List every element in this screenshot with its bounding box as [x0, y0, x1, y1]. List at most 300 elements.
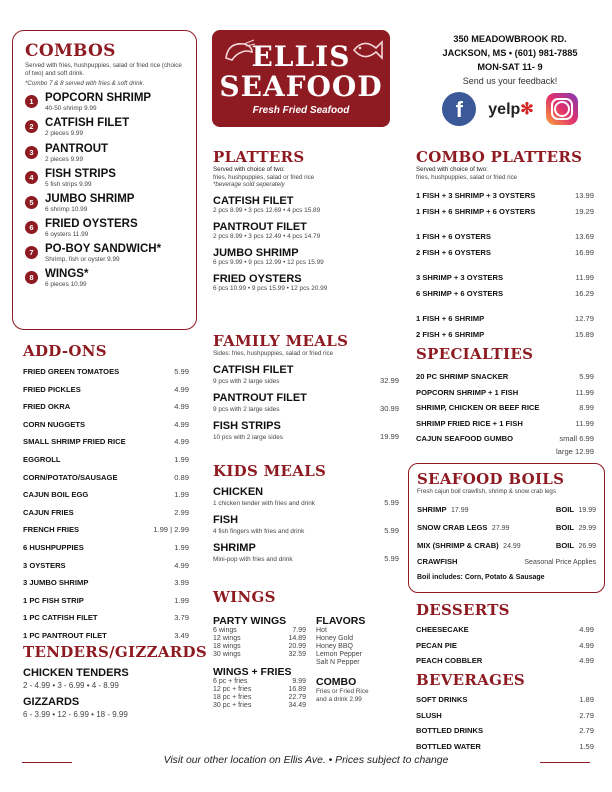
desserts-section: [416, 601, 594, 669]
platter-name: JUMBO SHRIMP: [213, 246, 299, 259]
footer-text: Visit our other location on Ellis Ave. • Prices subject to change: [163, 755, 449, 766]
flavor-item: Lemon Pepper: [316, 651, 362, 658]
beverage-price: 1.59: [579, 741, 594, 751]
boil-item-right: [556, 500, 596, 518]
gumbo-large-price: large 12.99: [556, 446, 594, 456]
beverage-row: [416, 723, 594, 739]
platters-section: [213, 148, 399, 293]
beverage-name: BOTTLED DRINKS: [416, 726, 484, 736]
wings-fries-label: 6 pc + fries: [213, 678, 248, 685]
addon-price: 3.79: [174, 613, 189, 623]
boil-label: BOIL: [555, 522, 575, 532]
boil-item-left: [417, 536, 521, 554]
specialty-name: POPCORN SHRIMP + 1 FISH: [416, 387, 519, 397]
addon-row: [23, 592, 189, 610]
kids-meal-price: 5.99: [384, 526, 399, 535]
platters-description-sides: fries, hushpuppies, salad or fried rice: [213, 173, 315, 181]
boil-item-price: 24.99: [503, 542, 521, 550]
combo-item: [25, 92, 186, 113]
combo-number-badge: 2: [25, 120, 38, 133]
yelp-icon[interactable]: yelp✻: [488, 101, 534, 118]
boil-item-name: SNOW CRAB LEGS: [417, 522, 488, 532]
family-meal-price: 30.99: [379, 403, 399, 413]
addon-row: [23, 433, 189, 451]
combo-platter-price: 12.79: [574, 314, 594, 324]
family-meal-row: [213, 432, 399, 442]
family-meal-item: [213, 364, 399, 386]
combo-number-badge: 3: [25, 146, 38, 159]
specialty-row: [416, 431, 594, 447]
combo-item-name: POPCORN SHRIMP: [45, 92, 152, 105]
combo-item-name: CATFISH FILET: [45, 117, 130, 130]
boil-price: 26.99: [578, 542, 596, 550]
shrimp-icon: [222, 38, 256, 64]
specialty-row: [416, 400, 594, 416]
dessert-name: PECAN PIE: [416, 640, 457, 650]
platters-list: [213, 195, 399, 293]
beverage-name: BOTTLED WATER: [416, 741, 481, 751]
hours: MON-SAT 11- 9: [477, 62, 543, 72]
beverages-list: [416, 692, 594, 754]
combo-number-badge: 8: [25, 271, 38, 284]
wings-fries-price: 9.99: [292, 678, 306, 685]
combo-platter-price: 13.69: [574, 232, 594, 242]
family-meals-list: [213, 364, 399, 442]
combo-platters-description-sides: fries, hushpuppies, salad or fried rice: [416, 173, 518, 181]
combo-platter-price: 11.99: [575, 273, 594, 283]
kids-meal-row: [213, 526, 399, 536]
seafood-boils-list: [417, 500, 596, 554]
wings-title: WINGS: [213, 588, 276, 606]
boil-row: [417, 518, 596, 536]
wings-fries-row: [213, 686, 306, 694]
addon-row: [23, 539, 189, 557]
boil-item-name: SHRIMP: [417, 504, 447, 514]
seafood-boils-title: SEAFOOD BOILS: [417, 470, 565, 488]
kids-meal-name: CHICKEN: [213, 486, 264, 498]
combo-platter-row: [416, 270, 594, 286]
platter-name: PANTROUT FILET: [213, 220, 307, 233]
combo-item-desc: Shrimp, fish or oyster 9.99: [45, 255, 120, 263]
addon-name: FRIED GREEN TOMATOES: [23, 367, 120, 376]
combo-platters-list: [416, 188, 594, 343]
addon-price: 4.99: [174, 419, 189, 429]
addon-row: [23, 521, 189, 539]
kids-meal-desc: 1 chicken tender with fries and drink: [213, 500, 315, 507]
desserts-list: [416, 622, 594, 669]
flavor-item: Honey BBQ: [316, 643, 353, 650]
addon-name: 1 PC FISH STRIP: [23, 595, 84, 605]
party-wings-price: 7.99: [292, 627, 306, 634]
beverage-row: [416, 692, 594, 708]
family-meal-name: FISH STRIPS: [213, 419, 281, 432]
party-wings-label: 6 wings: [213, 627, 237, 634]
beverage-name: SLUSH: [416, 710, 442, 720]
specialties-title: SPECIALTIES: [416, 345, 534, 363]
wings-fries-row: [213, 694, 306, 702]
combo-platter-name: 2 FISH + 6 SHRIMP: [416, 330, 485, 340]
boil-row: [417, 500, 596, 518]
combo-item-desc: 2 pieces 9.99: [45, 155, 84, 163]
wings-combo-line2: and a drink 2.99: [316, 696, 362, 703]
addon-price: 1.99: [174, 490, 189, 500]
addon-price: 4.99: [174, 402, 189, 412]
party-wings-row: [213, 643, 306, 651]
flavor-item: Salt N Pepper: [316, 659, 360, 666]
specialty-name: SHRIMP, CHICKEN OR BEEF RICE: [416, 403, 540, 413]
combo-item-name: PANTROUT: [45, 142, 109, 155]
party-wings-price: 14.89: [288, 635, 306, 642]
specialty-price: 5.99: [579, 372, 594, 381]
addon-price: 4.99: [174, 437, 189, 447]
combo-item-name: JUMBO SHRIMP: [45, 192, 135, 205]
specialties-list: [416, 369, 594, 447]
combo-number-badge: 4: [25, 171, 38, 184]
combo-item-name: FISH STRIPS: [45, 167, 116, 180]
beverage-row: [416, 739, 594, 755]
family-meal-price: 32.99: [379, 375, 399, 385]
boil-item-price: 27.99: [491, 524, 510, 532]
desserts-title: DESSERTS: [416, 601, 510, 619]
party-wings-row: [213, 627, 306, 635]
combo-platter-price: 16.29: [574, 289, 594, 299]
combo-platter-row: [416, 229, 594, 245]
kids-meals-list: [213, 486, 399, 564]
combo-platter-price: 16.99: [574, 248, 594, 258]
combo-platter-name: 1 FISH + 6 OYSTERS: [416, 232, 491, 242]
beverage-name: SOFT DRINKS: [416, 695, 468, 704]
boil-label: BOIL: [555, 504, 575, 514]
beverage-price: 2.79: [579, 726, 594, 736]
wings-fries-title: WINGS + FRIES: [213, 666, 292, 678]
combo-item-desc: 6 pieces 10.99: [45, 281, 87, 289]
kids-meal-item: [213, 542, 399, 564]
addon-row: [23, 609, 189, 627]
kids-meal-desc: Mini-pop with fries and drink: [213, 556, 293, 563]
logo-line2: SEAFOOD: [219, 70, 383, 103]
family-meal-item: [213, 420, 399, 442]
party-wings-row: [213, 635, 306, 643]
dessert-row: [416, 638, 594, 654]
addon-name: 6 HUSHPUPPIES: [23, 542, 84, 552]
addons-list: [23, 363, 189, 645]
logo-tagline: Fresh Fried Seafood: [252, 105, 350, 116]
combo-platter-name: 3 SHRIMP + 3 OYSTERS: [416, 273, 504, 283]
combo-platter-name: 1 FISH + 3 SHRIMP + 3 OYSTERS: [416, 191, 536, 201]
beverage-price: 2.79: [579, 710, 594, 720]
addon-name: 3 JUMBO SHRIMP: [23, 578, 89, 588]
combo-number-badge: 1: [25, 95, 38, 108]
family-meal-row: [213, 376, 399, 386]
combo-platter-row: [416, 204, 594, 220]
addon-name: CORN/POTATO/SAUSAGE: [23, 472, 118, 482]
family-meal-price: 19.99: [379, 431, 399, 441]
specialty-price: 11.99: [575, 418, 594, 428]
addon-name: FRIED OKRA: [23, 402, 71, 412]
combo-number-badge: 7: [25, 246, 38, 259]
specialty-name: 20 PC SHRIMP SNACKER: [416, 372, 509, 381]
combos-box: [12, 30, 197, 330]
wings-fries-list: [213, 678, 306, 710]
combo-platter-row: [416, 286, 594, 302]
wings-combo-line1: Fries or Fried Rice: [316, 688, 369, 695]
dessert-name: CHEESECAKE: [416, 625, 469, 634]
restaurant-logo: [212, 30, 390, 127]
seafood-boils-box: [408, 463, 605, 593]
addon-price: 3.49: [174, 630, 189, 640]
combo-item: [25, 193, 186, 214]
kids-meal-item: [213, 486, 399, 508]
specialty-row: [416, 385, 594, 401]
platters-note: *beverage sold seperately: [213, 181, 285, 189]
family-meal-row: [213, 404, 399, 414]
addon-row: [23, 469, 189, 487]
addons-section: [23, 342, 189, 645]
dessert-price: 4.99: [579, 625, 594, 634]
combo-platter-price: 15.89: [574, 330, 594, 340]
platter-name: CATFISH FILET: [213, 194, 294, 207]
combo-item-desc: 6 oysters 11.99: [45, 230, 89, 238]
combo-platter-row: [416, 188, 594, 204]
party-wings-price: 20.99: [288, 643, 306, 650]
wings-section: [213, 588, 399, 710]
beverages-title: BEVERAGES: [416, 671, 526, 689]
addon-name: 3 OYSTERS: [23, 560, 66, 570]
addon-name: 1 PC CATFISH FILET: [23, 613, 98, 623]
kids-meal-name: SHRIMP: [213, 542, 256, 554]
combo-item-desc: 2 pieces 9.99: [45, 130, 84, 138]
addon-name: 1 PC PANTROUT FILET: [23, 630, 107, 640]
addon-price: 1.99: [174, 454, 189, 464]
platters-title: PLATTERS: [213, 148, 305, 166]
platter-item: [213, 221, 399, 241]
wings-fries-price: 22.79: [288, 694, 306, 701]
gizzards-name: GIZZARDS: [23, 696, 80, 708]
boil-price: 19.99: [578, 506, 596, 514]
addon-price: 4.99: [174, 560, 189, 570]
contact-info: [410, 32, 610, 126]
platter-prices: 6 pcs 9.99 • 9 pcs 12.99 • 12 pcs 15.99: [213, 258, 324, 266]
kids-meals-section: [213, 462, 399, 564]
addons-title: ADD-ONS: [23, 342, 107, 360]
combo-item-desc: 40-50 shrimp 9.99: [45, 105, 97, 113]
logo-line1: ELLIS: [251, 40, 351, 73]
wings-fries-price: 16.89: [288, 686, 306, 693]
boil-item-right: [556, 536, 596, 554]
flavor-item: Honey Gold: [316, 635, 353, 642]
platter-item: [213, 247, 399, 267]
addon-row: [23, 416, 189, 434]
platter-name: FRIED OYSTERS: [213, 272, 302, 285]
address: 350 MEADOWBROOK RD.: [453, 34, 567, 44]
family-meal-name: CATFISH FILET: [213, 363, 294, 376]
combo-item: [25, 243, 186, 264]
combo-platter-price: 13.99: [574, 191, 594, 201]
beverage-row: [416, 708, 594, 724]
boil-item-left: [417, 500, 469, 518]
gizzards-prices: 6 - 3.99 • 12 - 6.99 • 18 - 9.99: [23, 710, 128, 719]
boil-item-name: MIX (SHRIMP & CRAB): [417, 540, 499, 550]
family-meals-description: Sides: fries, hushpuppies, salad or fried rice: [213, 350, 334, 357]
addon-price: 0.89: [174, 472, 189, 482]
addon-row: [23, 451, 189, 469]
tenders-section: [23, 643, 207, 719]
party-wings-list: [213, 627, 306, 659]
specialty-price: 8.99: [579, 403, 594, 413]
addon-name: FRIED PICKLES: [23, 384, 81, 394]
combo-item-name: PO-BOY SANDWICH*: [45, 242, 162, 255]
addon-price: 1.99 | 2.99: [153, 525, 189, 535]
specialty-row: [416, 369, 594, 385]
family-meal-desc: 10 pcs with 2 large sides: [213, 433, 283, 441]
specialty-name: CAJUN SEAFOOD GUMBO: [416, 434, 514, 444]
addon-price: 3.99: [174, 578, 189, 588]
kids-meal-price: 5.99: [384, 498, 399, 507]
family-meal-desc: 9 pcs with 2 large sides: [213, 377, 280, 385]
kids-meal-name: FISH: [213, 514, 239, 526]
specialty-name: SHRIMP FRIED RICE + 1 FISH: [416, 418, 523, 428]
combo-item-name: WINGS*: [45, 268, 89, 281]
combo-item: [25, 268, 186, 289]
combo-item: [25, 218, 186, 239]
platter-prices: 2 pcs 8.99 • 3 pcs 12.69 • 4 pcs 15.89: [213, 206, 321, 214]
combos-description: Served with fries, hushpuppies, salad or fried rice (choice of two) and soft drink.: [25, 62, 182, 77]
addon-row: [23, 627, 189, 645]
addon-price: 4.99: [174, 384, 189, 394]
wings-fries-row: [213, 678, 306, 686]
crawfish-row: [417, 557, 596, 566]
party-wings-row: [213, 651, 306, 659]
addon-name: SMALL SHRIMP FRIED RICE: [23, 437, 126, 447]
dessert-price: 4.99: [579, 640, 594, 650]
combo-item: [25, 168, 186, 189]
family-meal-desc: 9 pcs with 2 large sides: [213, 405, 280, 413]
specialty-price: 11.99: [575, 387, 594, 397]
boil-item-right: [556, 518, 596, 536]
platter-prices: 2 pcs 8.99 • 3 pcs 12.49 • 4 pcs 14.79: [213, 232, 321, 240]
addon-price: 2.99: [174, 507, 189, 517]
boil-item-left: [417, 518, 509, 536]
crawfish-price: Seasonal Price Applies: [524, 558, 596, 566]
seafood-boils-description: Fresh cajun boil crawfish, shrimp & snow crab legs: [417, 488, 556, 495]
flavor-item: Hot: [316, 627, 327, 634]
boil-item-price: 17.99: [451, 506, 469, 514]
addon-name: FRENCH FRIES: [23, 525, 80, 535]
kids-meal-item: [213, 514, 399, 536]
boil-price: 29.99: [578, 524, 596, 532]
combo-number-badge: 6: [25, 221, 38, 234]
combo-item-name: FRIED OYSTERS: [45, 217, 138, 230]
specialties-section: [416, 345, 594, 456]
combo-platter-name: 1 FISH + 6 SHRIMP: [416, 314, 485, 324]
combos-list: [25, 92, 186, 288]
addon-row: [23, 486, 189, 504]
wings-fries-price: 34.49: [288, 702, 306, 709]
combo-platter-name: 1 FISH + 6 SHRIMP + 6 OYSTERS: [416, 207, 536, 217]
combo-number-badge: 5: [25, 196, 38, 209]
social-links: [410, 92, 610, 126]
combo-platters-description: Served with choice of two:: [416, 166, 488, 173]
party-wings-label: 12 wings: [213, 635, 241, 642]
kids-meal-row: [213, 498, 399, 508]
addon-name: EGGROLL: [23, 454, 61, 464]
beverage-price: 1.89: [579, 695, 594, 704]
facebook-icon[interactable]: f: [442, 92, 476, 126]
combo-platter-row: [416, 311, 594, 327]
kids-meals-title: KIDS MEALS: [213, 462, 327, 480]
fish-icon: [352, 36, 384, 62]
tenders-title: TENDERS/GIZZARDS: [23, 643, 207, 661]
platter-item: [213, 273, 399, 293]
platters-description: Served with choice of two:: [213, 166, 285, 173]
combo-platter-row: [416, 327, 594, 343]
addon-name: CORN NUGGETS: [23, 419, 86, 429]
combo-platter-row: [416, 245, 594, 261]
combo-item-desc: 6 shrimp 10.99: [45, 205, 88, 213]
instagram-icon[interactable]: [546, 93, 578, 125]
addon-row: [23, 557, 189, 575]
addon-row: [23, 398, 189, 416]
party-wings-title: PARTY WINGS: [213, 615, 287, 627]
combo-item: [25, 143, 186, 164]
city-phone: JACKSON, MS • (601) 981-7885: [442, 48, 578, 58]
platter-item: [213, 195, 399, 215]
combos-note: *Combo 7 & 8 served with fries & soft drink.: [25, 80, 145, 88]
combo-platters-section: [416, 148, 594, 343]
addon-price: 5.99: [174, 367, 189, 376]
wings-combo-title: COMBO: [316, 676, 357, 688]
combo-item: [25, 117, 186, 138]
wings-fries-row: [213, 702, 306, 710]
kids-meal-desc: 4 fish fingers with fries and drink: [213, 528, 305, 535]
crawfish-name: CRAWFISH: [417, 556, 458, 566]
combo-platter-name: 6 SHRIMP + 6 OYSTERS: [416, 289, 504, 299]
kids-meal-price: 5.99: [384, 554, 399, 563]
addon-row: [23, 363, 189, 381]
wings-fries-label: 18 pc + fries: [213, 694, 252, 701]
party-wings-label: 30 wings: [213, 651, 241, 658]
family-meals-section: [213, 332, 399, 442]
boil-row: [417, 536, 596, 554]
addon-row: [23, 381, 189, 399]
boil-includes: Boil includes: Corn, Potato & Sausage: [417, 573, 545, 581]
chicken-tenders-name: CHICKEN TENDERS: [23, 667, 129, 679]
combo-platter-price: 19.29: [574, 207, 594, 217]
party-wings-label: 18 wings: [213, 643, 241, 650]
addon-row: [23, 574, 189, 592]
combo-item-desc: 5 fish strips 9.99: [45, 180, 92, 188]
feedback-text: Send us your feedback!: [462, 76, 558, 86]
boil-label: BOIL: [555, 540, 575, 550]
kids-meal-row: [213, 554, 399, 564]
combo-platters-title: COMBO PLATTERS: [416, 148, 583, 166]
addon-row: [23, 504, 189, 522]
platter-prices: 6 pcs 10.99 • 9 pcs 15.99 • 12 pcs 20.99: [213, 284, 328, 292]
addon-price: 1.99: [174, 595, 189, 605]
addon-price: 1.99: [174, 542, 189, 552]
combos-title: COMBOS: [25, 41, 116, 61]
dessert-name: PEACH COBBLER: [416, 656, 483, 666]
party-wings-price: 32.59: [288, 651, 306, 658]
dessert-row: [416, 622, 594, 638]
dessert-row: [416, 653, 594, 669]
combo-platter-name: 2 FISH + 6 OYSTERS: [416, 248, 491, 258]
wings-fries-label: 30 pc + fries: [213, 702, 252, 709]
specialty-row: [416, 416, 594, 432]
beverages-section: [416, 671, 594, 754]
family-meals-title: FAMILY MEALS: [213, 332, 349, 350]
wings-fries-label: 12 pc + fries: [213, 686, 252, 693]
